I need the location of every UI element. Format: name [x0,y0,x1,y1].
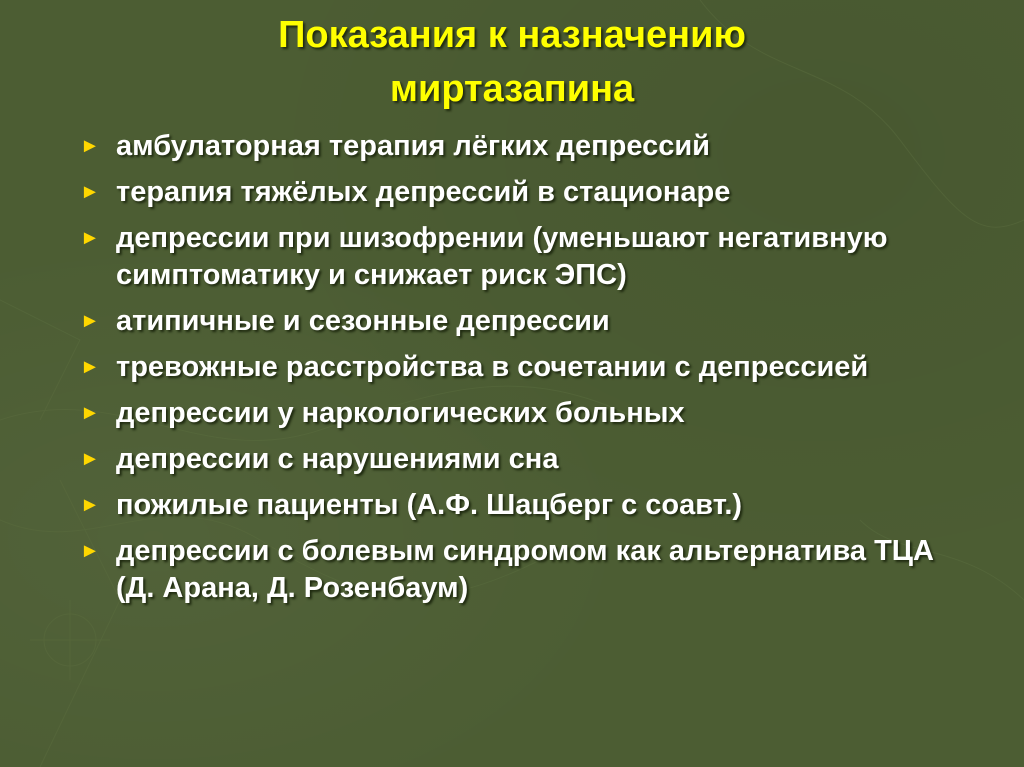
bullet-arrow-icon: ► [80,181,100,203]
list-item-text: амбулаторная терапия лёгких депрессий [116,130,710,162]
list-item [80,349,960,386]
list-item-text: депрессии у наркологических больных [116,397,685,429]
list-item-text: тревожные расстройства в сочетании с депрессией [116,351,869,383]
list-item [80,128,960,165]
list-item [80,174,960,211]
bullet-arrow-icon: ► [80,448,100,470]
bullet-arrow-icon: ► [80,310,100,332]
list-item-text: депрессии с болевым синдромом как альтернатива ТЦА (Д. Арана, Д. Розенбаум) [116,535,934,604]
slide-title [0,8,1024,116]
indications-list [80,128,960,616]
list-item-text: пожилые пациенты (А.Ф. Шацберг с соавт.) [116,489,743,521]
slide-title-line-1: Показания к назначению [278,14,746,56]
bullet-arrow-icon: ► [80,227,100,249]
bullet-arrow-icon: ► [80,402,100,424]
list-item-text: терапия тяжёлых депрессий в стационаре [116,176,731,208]
bullet-arrow-icon: ► [80,540,100,562]
slide-title-line-2: миртазапина [389,68,635,110]
bullet-arrow-icon: ► [80,135,100,157]
list-item-text: депрессии при шизофрении (уменьшают негативную симптоматику и снижает риск ЭПС) [116,222,888,291]
list-item-text: депрессии с нарушениями сна [116,443,559,475]
list-item [80,303,960,340]
list-item [80,533,960,607]
list-item [80,487,960,524]
bullet-arrow-icon: ► [80,494,100,516]
list-item [80,220,960,294]
list-item-text: атипичные и сезонные депрессии [116,305,610,337]
bullet-arrow-icon: ► [80,356,100,378]
list-item [80,441,960,478]
list-item [80,395,960,432]
